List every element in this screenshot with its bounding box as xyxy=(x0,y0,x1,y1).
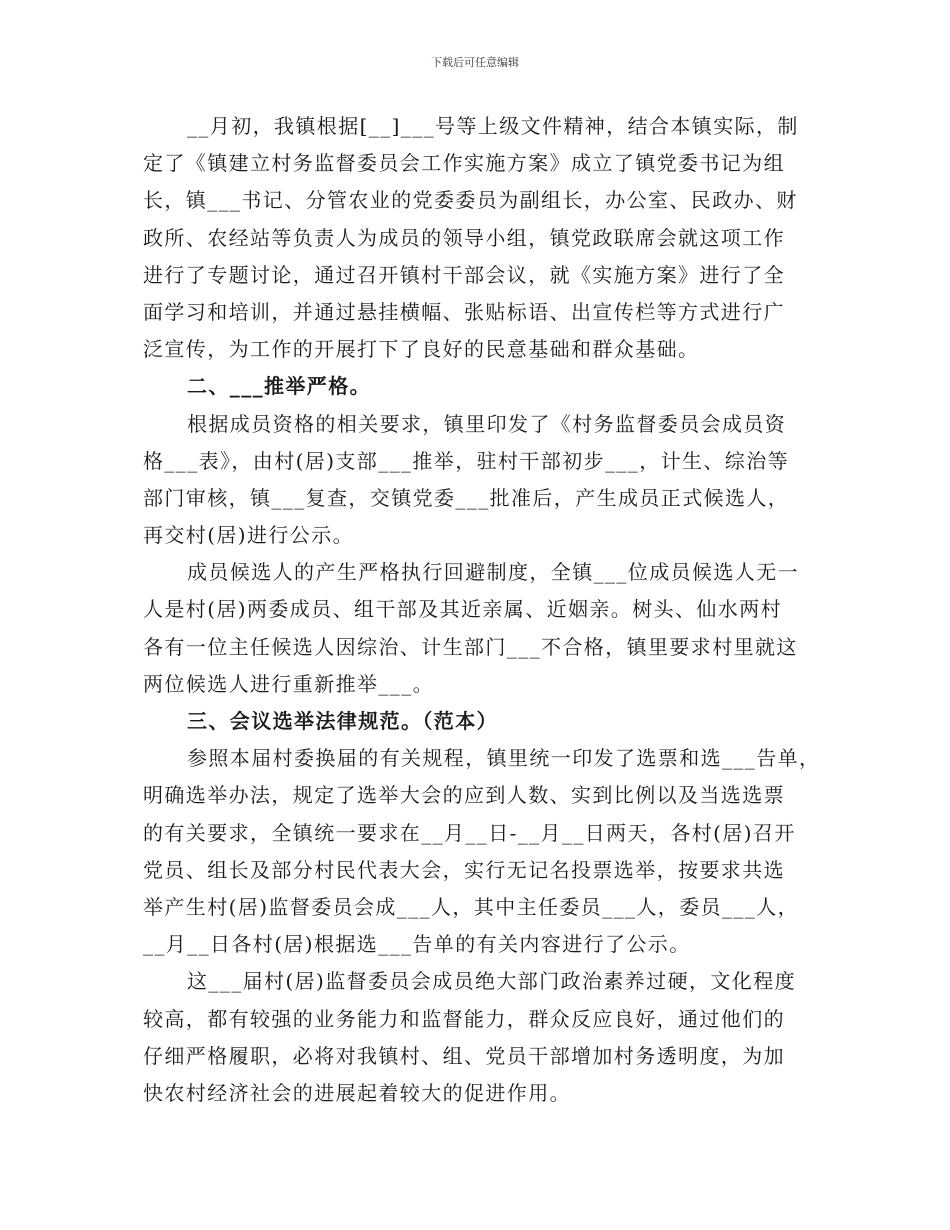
section-heading: 三、会议选举法律规范。（范本） xyxy=(187,709,498,733)
header-note: 下载后可任意编辑 xyxy=(431,56,519,69)
text-line: 定了《镇建立村务监督委员会工作实施方案》成立了镇党委书记为组 xyxy=(143,151,785,176)
document-body xyxy=(143,108,823,1112)
text-line: 格___表》，由村(居)支部___推举，驻村干部初步___，计生、综治等 xyxy=(143,448,790,473)
text-line: __月初，我镇根据[__]___号等上级文件精神，结合本镇实际，制 xyxy=(187,114,799,138)
text-line: 这___届村(居)监督委员会成员绝大部门政治素养过硬，文化程度 xyxy=(187,969,797,994)
text-line: 各有一位主任候选人因综治、计生部门___不合格，镇里要求村里就这 xyxy=(143,634,798,659)
text-line: 面学习和培训，并通过悬挂横幅、张贴标语、出宣传栏等方式进行广 xyxy=(143,299,785,324)
text-line: 进行了专题讨论，通过召开镇村干部会议，就《实施方案》进行了全 xyxy=(143,262,785,287)
text-line: 根据成员资格的相关要求，镇里印发了《村务监督委员会成员资 xyxy=(187,411,787,436)
text-line: 较高，都有较强的业务能力和监督能力，群众反应良好，通过他们的 xyxy=(143,1006,785,1031)
text-line: 党员、组长及部分村民代表大会，实行无记名投票选举，按要求共选 xyxy=(143,857,785,882)
section-heading: 二、___推举严格。 xyxy=(187,374,371,399)
text-line: 明确选举办法，规定了选举大会的应到人数、实到比例以及当选选票 xyxy=(143,783,785,808)
text-line: 部门审核，镇___复查，交镇党委___批准后，产生成员正式候选人， xyxy=(143,485,790,510)
text-line: 泛宣传，为工作的开展打下了良好的民意基础和群众基础。 xyxy=(143,337,700,362)
text-line: 参照本届村委换届的有关规程，镇里统一印发了选票和选___告单， xyxy=(187,746,821,771)
text-line: 的有关要求，全镇统一要求在__月__日-__月__日两天，各村(居)召开 xyxy=(143,820,796,845)
text-line: 举产生村(居)监督委员会成___人，其中主任委员___人，委员___人， xyxy=(143,894,800,919)
text-line: 政所、农经站等负责人为成员的领导小组，镇党政联席会就这项工作 xyxy=(143,225,785,250)
text-line: 再交村(居)进行公示。 xyxy=(143,523,355,548)
text-line: 人是村(居)两委成员、组干部及其近亲属、近姻亲。树头、仙水两村 xyxy=(143,597,783,622)
text-line: 仔细严格履职，必将对我镇村、组、党员干部增加村务透明度，为加 xyxy=(143,1043,785,1068)
text-line: 快农村经济社会的进展起着较大的促进作用。 xyxy=(143,1080,571,1105)
text-line: 成员候选人的产生严格执行回避制度，全镇___位成员候选人无一 xyxy=(187,560,799,585)
text-line: __月__日各村(居)根据选___告单的有关内容进行了公示。 xyxy=(143,932,691,957)
text-line: 两位候选人进行重新推举___。 xyxy=(143,671,434,696)
text-line: 长，镇___书记、分管农业的党委委员为副组长，办公室、民政办、财 xyxy=(143,188,798,213)
